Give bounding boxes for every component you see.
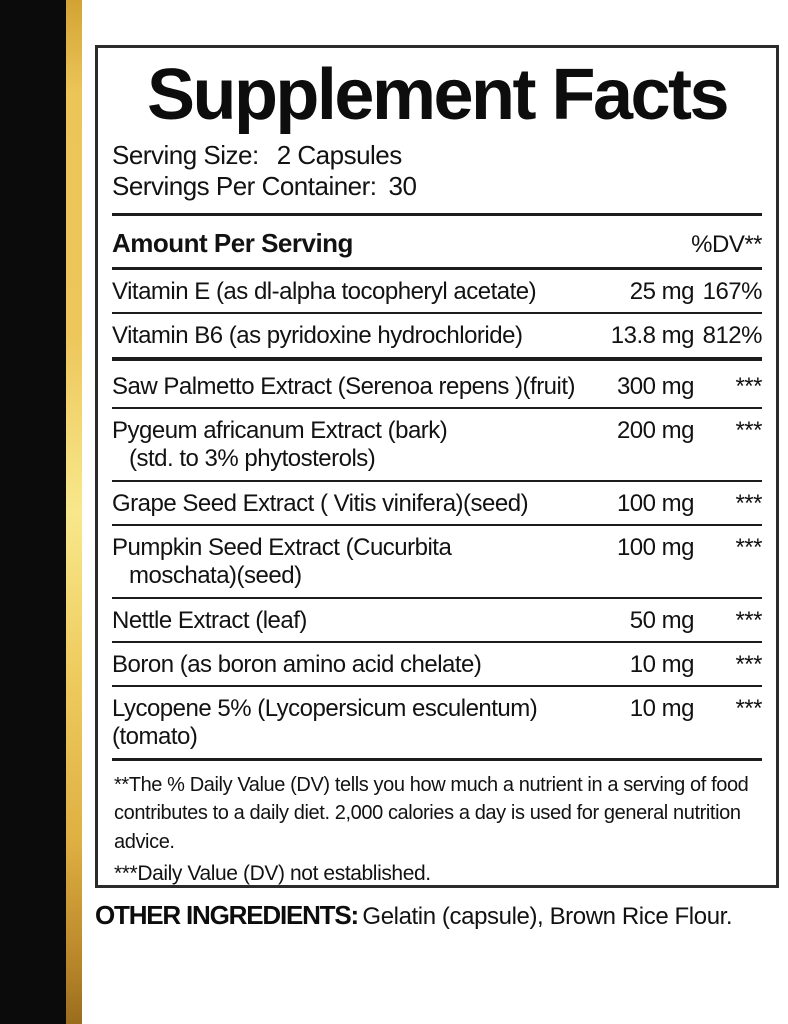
serving-size-value: 2 Capsules — [276, 139, 402, 170]
ingredient-name: Saw Palmetto Extract (Serenoa repens )(fruit) — [112, 372, 576, 400]
gold-accent-stripe — [66, 0, 82, 1024]
page-title: Supplement Facts — [146, 55, 728, 135]
ingredient-name — [112, 534, 604, 591]
ingredient-name: Vitamin B6 (as pyridoxine hydrochloride) — [112, 322, 523, 350]
ingredient-name: Boron (as boron amino acid chelate) — [112, 650, 482, 678]
ingredient-dv: *** — [735, 416, 762, 444]
ingredient-name: Vitamin E (as dl-alpha tocopheryl acetate) — [112, 278, 537, 306]
dv-not-established-footnote: ***Daily Value (DV) not established. — [114, 861, 431, 885]
ingredient-dv: *** — [735, 695, 762, 723]
servings-per-container-value: 30 — [388, 171, 417, 202]
other-ingredients-value — [362, 903, 732, 930]
ingredient-amount: 25 mg — [629, 278, 694, 306]
ingredient-dv: *** — [735, 372, 762, 400]
table-row — [112, 687, 762, 761]
serving-size-label: Serving Size: — [112, 139, 259, 170]
ingredient-dv: *** — [735, 489, 762, 517]
other-ingredients-line — [95, 900, 787, 931]
table-row — [112, 599, 762, 643]
table-row — [112, 482, 762, 526]
ingredient-name: Nettle Extract (leaf) — [112, 606, 307, 634]
dv-explainer-footnote: **The % Daily Value (DV) tells you how much a nutrient in a serving of food contributes to a daily diet. 2,000 calories a day is used for general nutrition advice. — [114, 773, 749, 853]
ingredient-name-line1: Pumpkin Seed Extract (Cucurbita — [112, 533, 452, 561]
other-ingredients-label: OTHER INGREDIENTS: — [95, 900, 358, 930]
ingredient-amount: 200 mg — [616, 416, 694, 444]
ingredient-amount: 10 mg — [629, 695, 694, 723]
serving-size-line — [112, 140, 762, 172]
ingredient-dv: *** — [735, 533, 762, 561]
dv-column-header: %DV** — [691, 231, 762, 259]
ingredient-amount: 13.8 mg — [610, 322, 694, 350]
table-row — [112, 526, 762, 599]
other-ingredients-text: Gelatin (capsule), Brown Rice Flour. — [362, 903, 733, 930]
table-header-row — [112, 216, 762, 270]
servings-per-container-line — [112, 171, 762, 203]
ingredient-dv: 167% — [702, 278, 762, 306]
amount-per-serving-header: Amount Per Serving — [112, 228, 353, 259]
table-row — [112, 270, 762, 314]
ingredient-dv: 812% — [702, 322, 762, 350]
table-row — [112, 643, 762, 687]
ingredient-amount: 10 mg — [629, 650, 694, 678]
ingredient-dv: *** — [735, 650, 762, 678]
serving-info-block — [112, 138, 762, 216]
ingredient-name: Lycopene 5% (Lycopersicum esculentum)(tomato) — [112, 695, 538, 751]
ingredient-amount: 100 mg — [616, 489, 694, 517]
table-row — [112, 314, 762, 360]
ingredient-amount: 100 mg — [616, 533, 694, 561]
table-row — [112, 409, 762, 482]
ingredient-name: Grape Seed Extract ( Vitis vinifera)(seed) — [112, 489, 529, 517]
footnotes-block — [112, 761, 762, 897]
supplement-facts-panel — [95, 45, 779, 888]
ingredient-name-line2: moschata)(seed) — [129, 562, 302, 590]
ingredient-name-line1: Pygeum africanum Extract (bark) — [112, 416, 448, 444]
table-row — [112, 361, 762, 409]
ingredient-amount: 300 mg — [616, 372, 694, 400]
ingredient-name-line2: (std. to 3% phytosterols) — [129, 445, 376, 473]
ingredient-name — [112, 417, 604, 474]
left-black-bar — [0, 0, 66, 1024]
servings-per-container-label: Servings Per Container: — [112, 171, 377, 202]
ingredient-dv: *** — [735, 606, 762, 634]
ingredient-amount: 50 mg — [629, 606, 694, 634]
